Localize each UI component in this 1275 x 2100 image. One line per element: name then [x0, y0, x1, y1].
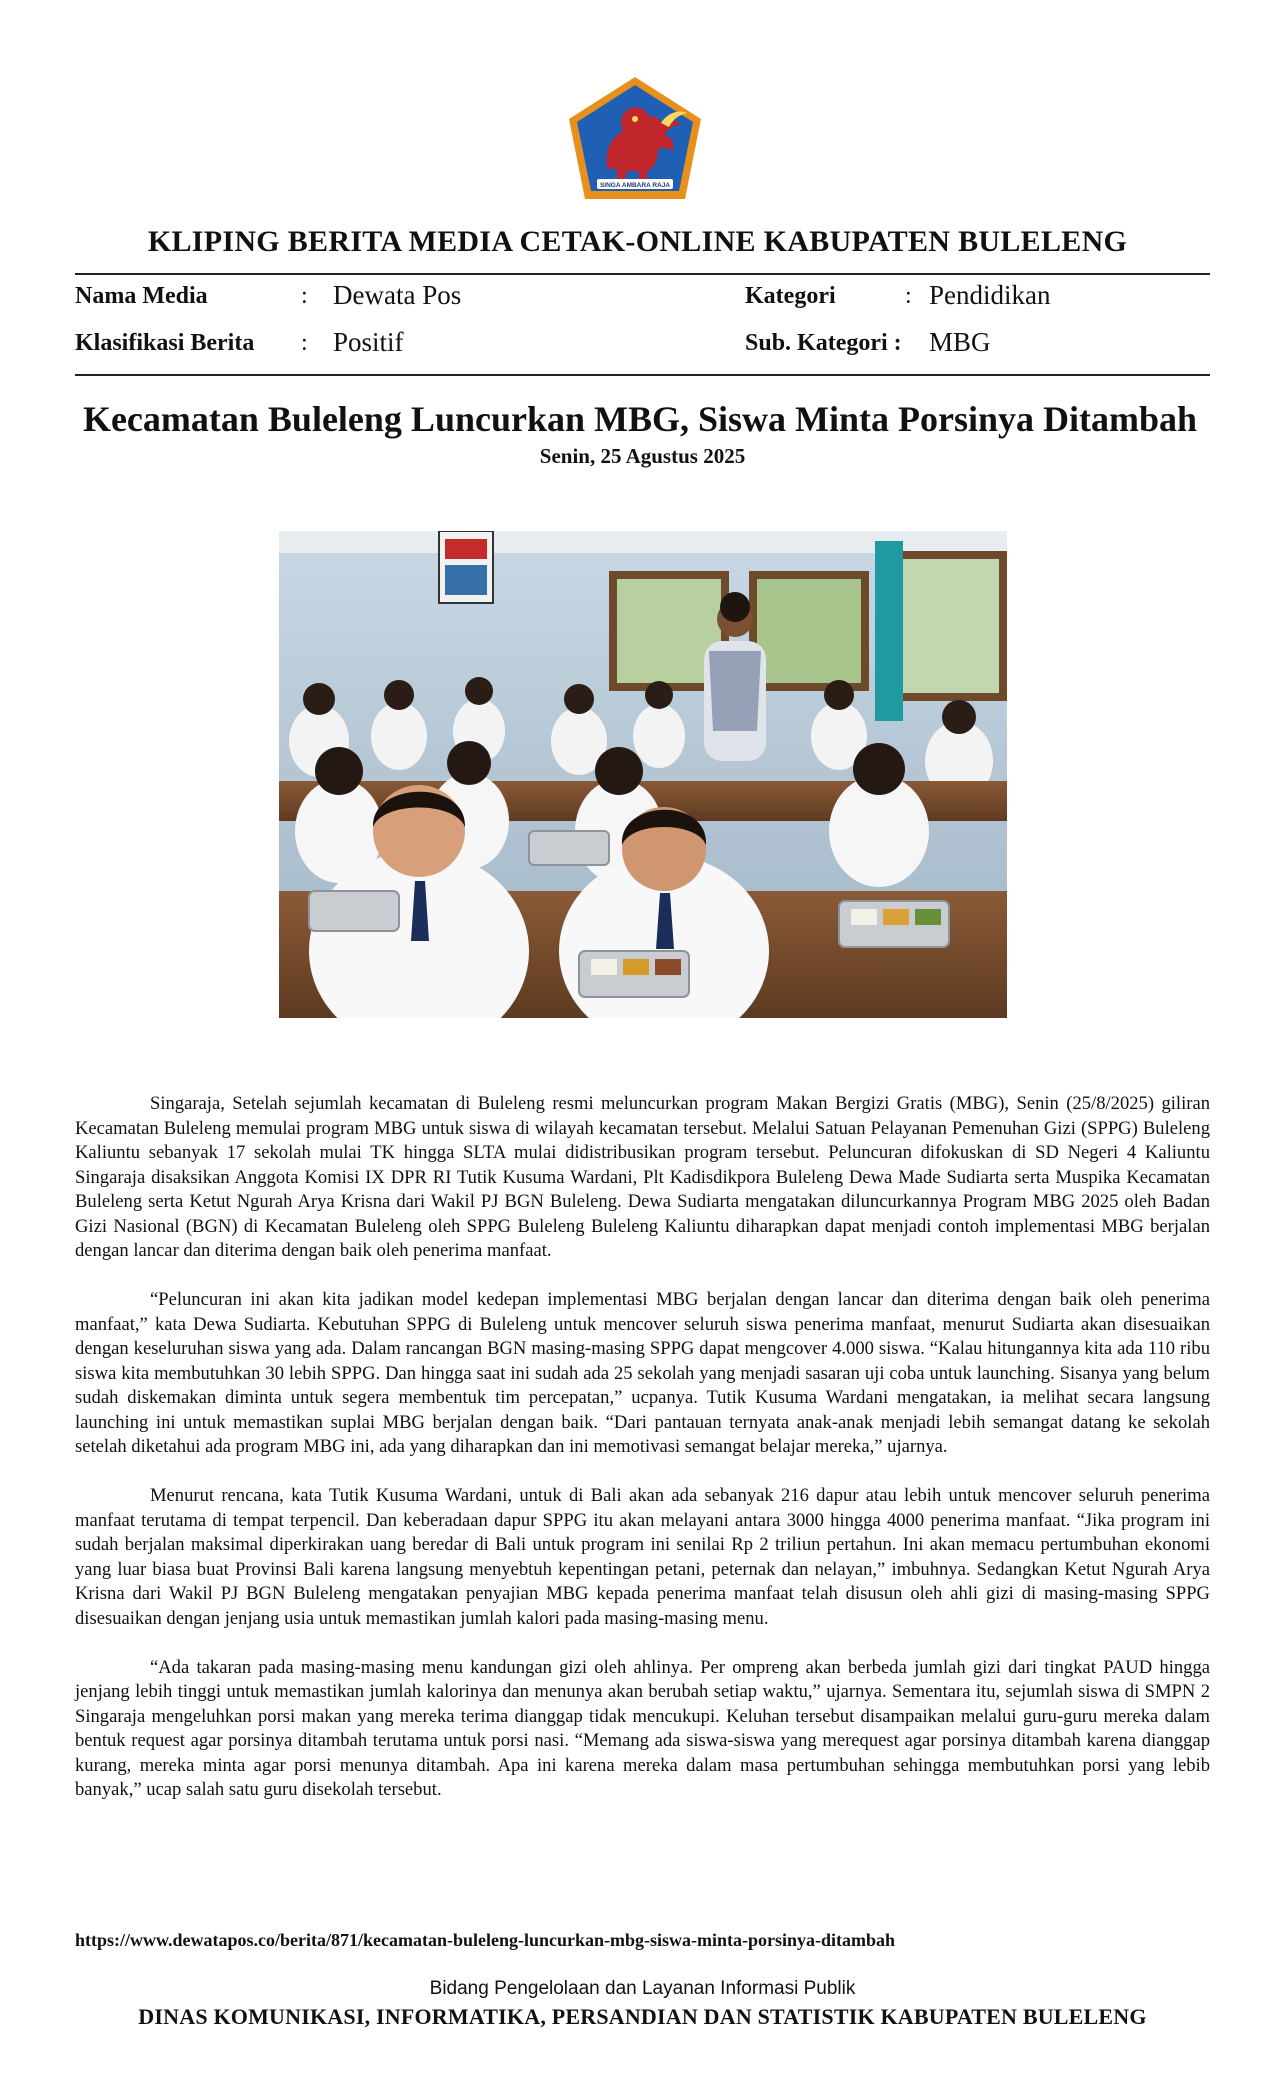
category-label: Kategori	[745, 283, 836, 309]
footer-agency: DINAS KOMUNIKASI, INFORMATIKA, PERSANDIAN DAN STATISTIK KABUPATEN BULELENG	[138, 2004, 1147, 2029]
media-label: Nama Media	[75, 283, 208, 309]
article-photo	[279, 531, 1007, 1018]
footer-department: Bidang Pengelolaan dan Layanan Informasi Publik	[429, 1978, 856, 1999]
singa-ambara-raja-emblem	[567, 75, 703, 201]
source-link[interactable]: https://www.dewatapos.co/berita/871/kecamatan-buleleng-luncurkan-mbg-siswa-minta-porsinya-ditambah	[75, 1930, 896, 1950]
article-paragraph-1: Singaraja, Setelah sejumlah kecamatan di Buleleng resmi meluncurkan program Makan Bergizi Gratis (MBG), Senin (25/8/2025) giliran Kecamatan Buleleng memulai program MBG untuk siswa di wilayah kecamatan tersebut. Melalui Satuan Pelayanan Pemenuhan Gizi (SPPG) Buleleng Kaliuntu sebanyak 17 sekolah mulai TK hingga SLTA mulai didistribusikan program tersebut. Peluncuran difokuskan di SD Negeri 4 Kaliuntu Singaraja disaksikan Anggota Komisi IX DPR RI Tutik Kusuma Wardani, Plt Kadisdikpora Buleleng Dewa Made Sudiarta serta Muspika Kecamatan Buleleng serta Ketut Ngurah Arya Krisna dari Wakil PJ BGN Buleleng. Dewa Sudiarta mengatakan diluncurkannya Program MBG 2025 oleh Badan Gizi Nasional (BGN) di Kecamatan Buleleng oleh SPPG Buleleng Buleleng Kaliuntu diharapkan dapat menjadi contoh implementasi MBG berjalan dengan lancar dan diterima dengan baik oleh penerima manfaat.	[75, 1093, 1210, 1261]
document-title: KLIPING BERITA MEDIA CETAK-ONLINE KABUPATEN BULELENG	[147, 225, 1128, 258]
article-paragraph-4: “Ada takaran pada masing-masing menu kandungan gizi oleh ahlinya. Per ompreng akan berbeda jumlah gizi dari tingkat PAUD hingga jenjang lebih tinggi untuk memastikan jumlah kalorinya dan menunya akan berubah setiap waktu,” ujarnya. Sementara itu, sejumlah siswa di SMPN 2 Singaraja mengeluhkan porsi makan yang mereka terima dianggap tidak mencukupi. Keluhan tersebut disampaikan melalui guru-guru mereka dalam bentuk request agar porsinya ditambah terutama untuk porsi nasi. “Memang ada siswa-siswa yang merequest agar porsinya ditambah karena dianggap kurang, mereka minta agar porsi menunya ditambah. Apa ini karena mereka dalam masa pertumbuhan sehingga membutuhkan porsi yang lebib banyak,” ucap salah satu guru disekolah tersebut.	[75, 1656, 1210, 1800]
subcategory-label: Sub. Kategori :	[745, 330, 902, 356]
category-colon: :	[905, 283, 912, 309]
article-paragraph-3: Menurut rencana, kata Tutik Kusuma Wardani, untuk di Bali akan ada sebanyak 216 dapur atau lebih untuk mencover seluruh penerima manfaat terutama di tempat terpencil. Dan keberadaan dapur SPPG itu akan melayani antara 3000 hingga 4000 penerima manfaat. “Jika program ini sudah berjalan maksimal diperkirakan uang beredar di Bali untuk program ini senilai Rp 2 triliun pertahun. Ini akan memacu pertumbuhan ekonomi yang luar biasa buat Provinsi Bali karena langsung menyebtuh kepentingan petani, peternak dan nelayan,” imbuhnya. Sedangkan Ketut Ngurah Arya Krisna dari Wakil PJ BGN Buleleng mengatakan penyajian MBG kepada penerima manfaat telah disusun oleh ahli gizi di masing-masing SPPG disesuaikan dengan jenjang usia untuk memastikan jumlah kalori pada masing-masing menu.	[75, 1485, 1210, 1629]
classification-label: Klasifikasi Berita	[75, 330, 255, 356]
media-value: Dewata Pos	[333, 280, 462, 310]
article-date: Senin, 25 Agustus 2025	[539, 444, 746, 468]
classification-colon: :	[301, 330, 308, 356]
category-value: Pendidikan	[929, 280, 1051, 310]
subcategory-value: MBG	[929, 327, 991, 357]
media-colon: :	[301, 283, 308, 309]
buleleng-regency-logo	[567, 75, 703, 201]
logo-motto: SINGA AMBARA RAJA	[599, 182, 671, 189]
classification-value: Positif	[333, 327, 404, 357]
article-headline: Kecamatan Buleleng Luncurkan MBG, Siswa Minta Porsinya Ditambah	[82, 399, 1198, 439]
bottom-divider	[75, 374, 1210, 376]
article-paragraph-2: “Peluncuran ini akan kita jadikan model kedepan implementasi MBG berjalan dengan lancar dan diterima dengan baik oleh penerima manfaat,” kata Dewa Sudiarta. Kebutuhan SPPG di Buleleng untuk mencover seluruh siswa penerima manfaat, menurut Sudiarta akan disesuaikan dengan keseluruhan siswa yang ada. Dalam rancangan BGN masing-masing SPPG dapat mengcover 4.000 siswa. “Kalau hitungannya kita ada 110 ribu siswa kita membutuhkan 30 lebih SPPG. Dan hingga saat ini sudah ada 25 sekolah yang menjadi sasaran uji coba untuk launching. Sisanya yang belum sudah diskemakan diminta untuk segera membentuk tim percepatan,” ucpanya. Tutik Kusuma Wardani mengatakan, ia melihat secara langsung launching ini untuk memastikan suplai MBG berjalan dengan baik. “Dari pantauan ternyata anak-anak menjadi lebih semangat datang ke sekolah setelah diketahui ada program MBG ini, ada yang diharapkan dan ini memotivasi semangat belajar mereka,” ujarnya.	[75, 1289, 1210, 1457]
article-body	[75, 1092, 1210, 1827]
top-divider	[75, 273, 1210, 275]
